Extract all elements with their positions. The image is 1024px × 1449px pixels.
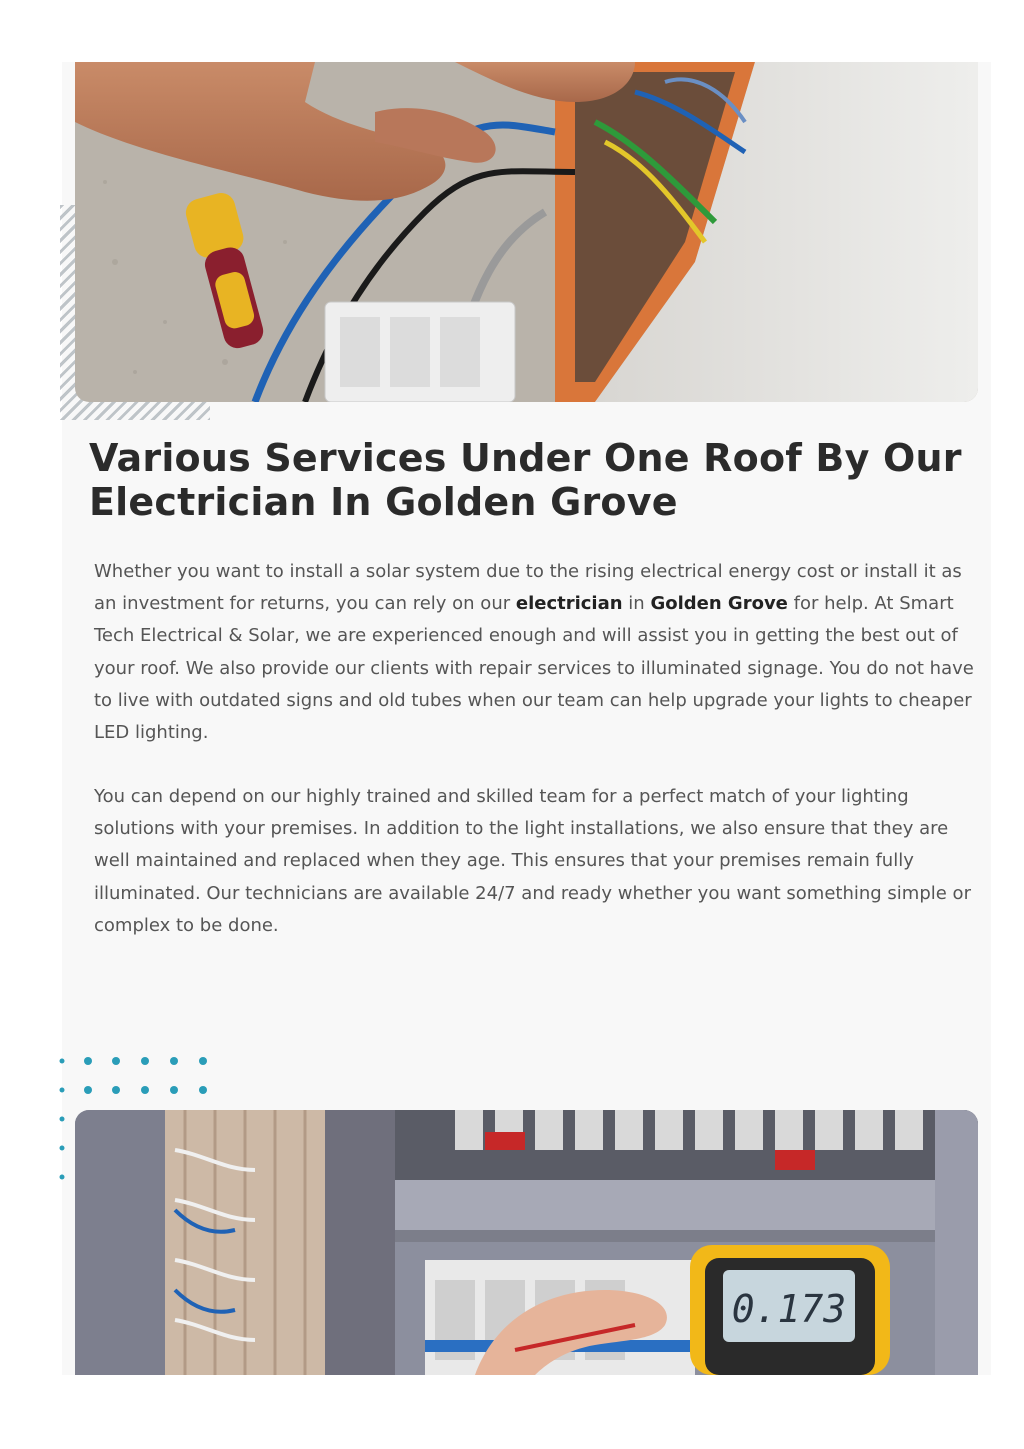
services-paragraph: You can depend on our highly trained and skilled team for a perfect match of your lighting solutions with your premises. In addition to the light installations, we also ensure that they are well maintained and replaced when they age. This ensures that your premises remain fully illuminated. Our technicians are available 24/7 and ready whether you want something simple or complex to be done.	[94, 786, 971, 936]
section-heading: Various Services Under One Roof By Our Electrician In Golden Grove	[89, 436, 962, 524]
intro-paragraph	[94, 556, 974, 749]
intro-text-part-3: for help. At Smart Tech Electrical & Solar, we are experienced enough and will assist you in getting the best out of your roof. We also provide our clients with repair services to illuminated signage. You do not have to live with outdated signs and old tubes when our team can help upgrade your lights to cheaper LED lighting.	[94, 593, 974, 744]
wiring-photo-illustration	[75, 62, 978, 402]
intro-text-part-2: in	[622, 593, 651, 615]
meter-reading-display: 0.173	[731, 1287, 847, 1331]
switchboard-photo-illustration	[75, 1110, 978, 1375]
electrician-link-text: electrician	[515, 593, 623, 615]
electrician-wiring-photo	[75, 62, 978, 402]
multimeter-switchboard-photo	[75, 1110, 978, 1375]
intro-text-part-1: Whether you want to install a solar system due to the rising electrical energy cost or install it as an investment for returns, you can rely on our	[94, 561, 962, 615]
golden-grove-text: Golden Grove	[650, 593, 788, 615]
